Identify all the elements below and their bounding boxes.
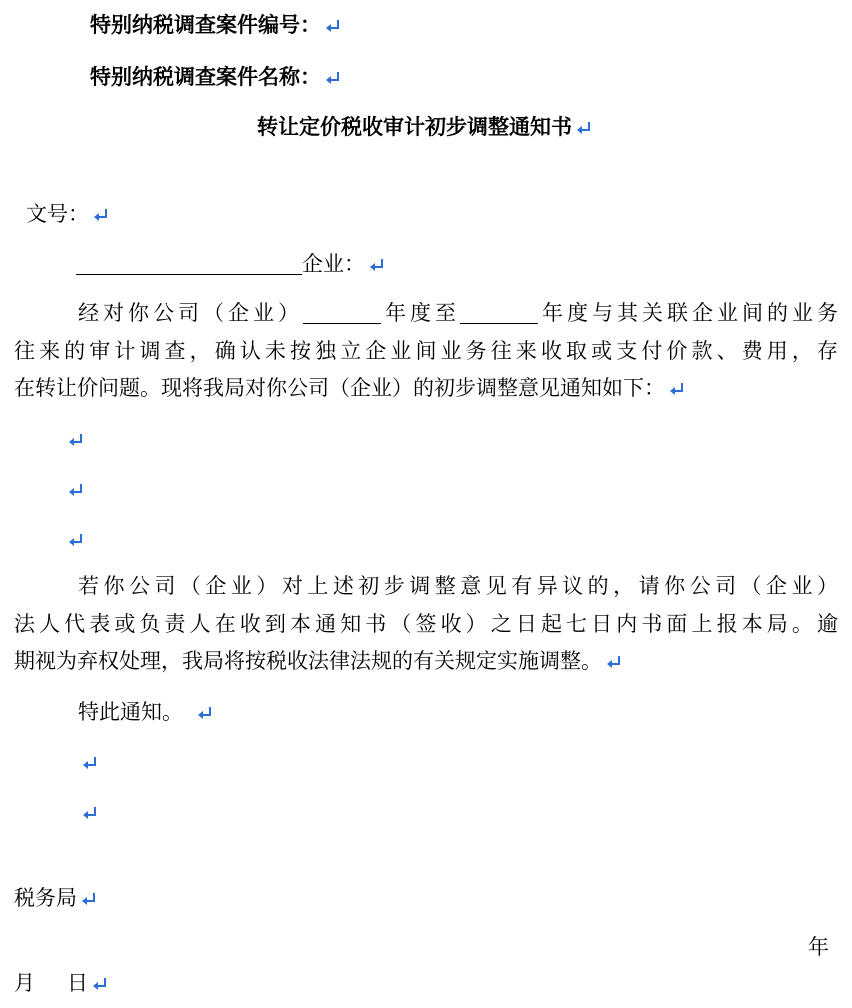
paragraph1-line2: [14, 336, 838, 366]
paragraph-mark-icon: [325, 70, 341, 86]
paragraph-mark-icon: [325, 18, 341, 34]
document-title-line: [257, 112, 592, 142]
paragraph2-line2: [14, 609, 838, 639]
paragraph2-line3: [14, 646, 622, 676]
p1-text-a: 经对你公司（企业）: [78, 301, 303, 325]
doc-number-label: 文号：: [26, 202, 89, 226]
empty-paragraph: [78, 797, 98, 827]
paragraph1-line1: [78, 298, 838, 328]
p2-text-line3: 期视为弃权处理，我局将按税收法律法规的有关规定实施调整。: [14, 649, 602, 673]
year-line: [808, 932, 829, 962]
document-title: 转让定价税收审计初步调整通知书: [257, 114, 572, 139]
paragraph-mark-icon: [68, 482, 84, 498]
end-year-blank[interactable]: [460, 301, 538, 324]
p1-text-line2: 往来的审计调查，确认未按独立企业间业务往来收取或支付价款、费用，存: [14, 339, 838, 363]
addressee-line: [76, 249, 385, 279]
paragraph-mark-icon: [92, 976, 108, 992]
addressee-suffix: 企业：: [302, 252, 365, 276]
doc-number-line: [26, 199, 109, 229]
paragraph-mark-icon: [93, 207, 109, 223]
paragraph-mark-icon: [576, 120, 592, 136]
p1-text-b: 年度至: [381, 301, 460, 325]
case-name-line: [90, 62, 341, 92]
bureau-label: 税务局: [14, 886, 77, 910]
closing-text: 特此通知。: [78, 700, 183, 724]
day-label: 日: [67, 971, 88, 995]
empty-paragraph: [64, 474, 84, 504]
empty-paragraph: [78, 747, 98, 777]
month-label: 月: [14, 971, 35, 995]
case-number-label: 特别纳税调查案件编号：: [90, 12, 321, 37]
paragraph-mark-icon: [82, 805, 98, 821]
p2-text-line1: 若你公司（企业）对上述初步调整意见有异议的，请你公司（企业）: [78, 574, 838, 598]
paragraph-mark-icon: [369, 257, 385, 273]
paragraph-mark-icon: [669, 381, 685, 397]
paragraph-mark-icon: [606, 654, 622, 670]
paragraph-mark-icon: [68, 432, 84, 448]
bureau-line: [14, 883, 97, 913]
paragraph2-line1: [78, 571, 838, 601]
p2-text-line2: 法人代表或负责人在收到本通知书（签收）之日起七日内书面上报本局。逾: [14, 612, 838, 636]
year-label: 年: [808, 935, 829, 959]
empty-paragraph: [64, 424, 84, 454]
start-year-blank[interactable]: [303, 301, 381, 324]
paragraph-mark-icon: [197, 705, 213, 721]
case-number-line: [90, 10, 341, 40]
paragraph-mark-icon: [82, 755, 98, 771]
month-day-line: [14, 968, 108, 998]
p1-text-line3: 在转让价问题。现将我局对你公司（企业）的初步调整意见通知如下：: [14, 376, 665, 400]
empty-paragraph: [64, 524, 84, 554]
paragraph1-line3: [14, 373, 685, 403]
p1-text-c: 年度与其关联企业间的业务: [538, 301, 838, 325]
enterprise-name-blank[interactable]: [76, 252, 302, 275]
paragraph-mark-icon: [68, 532, 84, 548]
closing-line: [78, 697, 213, 727]
case-name-label: 特别纳税调查案件名称：: [90, 64, 321, 89]
paragraph-mark-icon: [81, 891, 97, 907]
